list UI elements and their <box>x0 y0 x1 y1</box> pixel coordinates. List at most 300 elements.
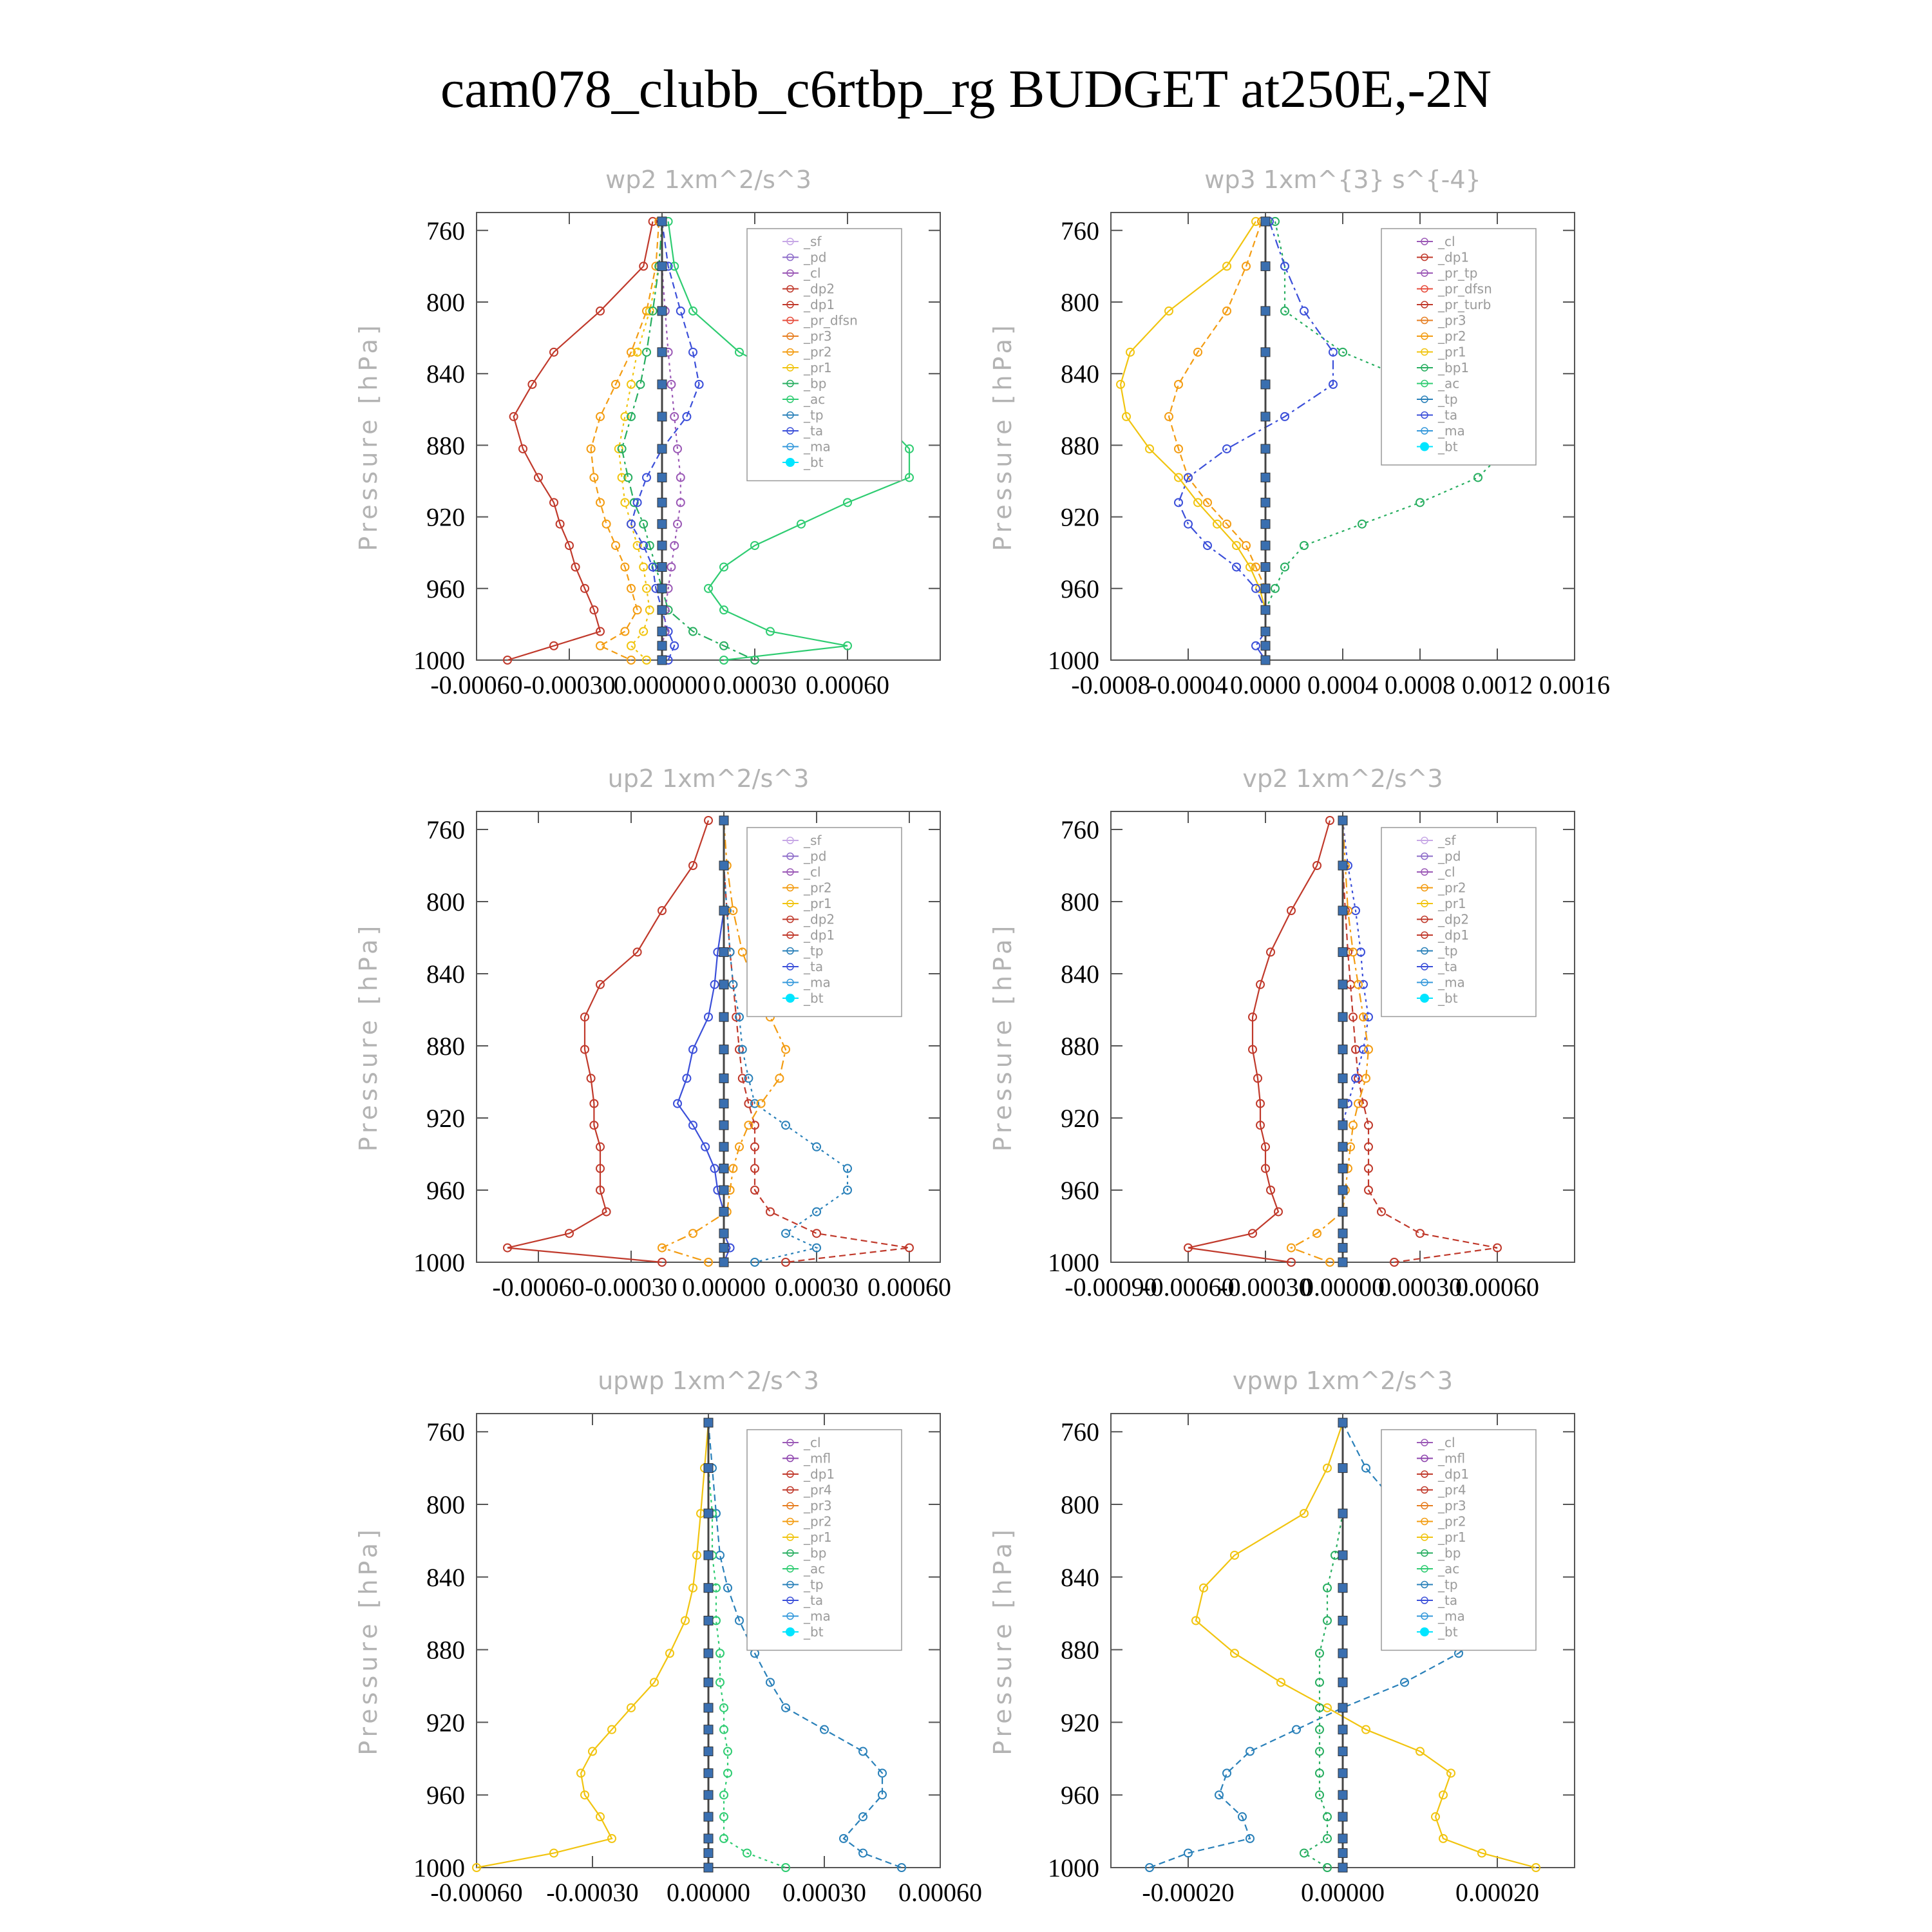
x-tick-label: -0.00030 <box>585 1273 677 1302</box>
y-tick-label: 800 <box>426 288 465 317</box>
y-tick-label: 760 <box>1061 815 1099 844</box>
data-point-bt <box>704 1790 713 1799</box>
data-point-bt <box>1338 1768 1347 1777</box>
legend-label: _dp1 <box>1438 1466 1470 1482</box>
data-point-bt <box>719 1164 728 1173</box>
data-point-bt <box>704 1616 713 1625</box>
legend-label: _dp2 <box>804 911 835 927</box>
y-tick-label: 880 <box>426 431 465 460</box>
legend-label: _bp <box>1438 1545 1461 1561</box>
data-point-bt <box>1261 261 1270 270</box>
data-point-bt <box>1261 520 1270 529</box>
y-tick-label: 840 <box>1061 960 1099 989</box>
legend-label: _pr2 <box>804 1513 832 1530</box>
panel-title: vp2 1xm^2/s^3 <box>1242 764 1443 793</box>
data-point-bt <box>719 816 728 825</box>
y-axis-label: Pressure [hPa] <box>989 922 1017 1152</box>
y-tick-label: 840 <box>1061 359 1099 389</box>
legend-label: _pd <box>804 249 827 265</box>
x-tick-label: 0.00060 <box>898 1878 982 1907</box>
legend-label: _pr_dfsn <box>804 312 858 328</box>
chart-panel-3 <box>354 764 951 1302</box>
data-point-bt <box>658 412 667 421</box>
x-tick-label: -0.00060 <box>430 670 523 699</box>
data-point-bt <box>1261 444 1270 453</box>
legend-label: _dp1 <box>804 927 835 943</box>
data-point-bt <box>1338 1863 1347 1872</box>
data-point-pr2 <box>1175 381 1182 388</box>
data-point-bt <box>658 217 667 226</box>
legend-label: _cl <box>804 265 821 281</box>
data-point-bt <box>719 906 728 915</box>
series-line-pr1 <box>1121 222 1265 660</box>
legend-label: _pr1 <box>804 896 832 911</box>
data-point-bt <box>704 1649 713 1658</box>
data-point-ta <box>1252 642 1260 650</box>
data-point-bt <box>1338 1258 1347 1267</box>
data-point-bt <box>719 1121 728 1130</box>
data-point-pr2 <box>612 542 620 549</box>
chart-panel-2 <box>989 166 1610 699</box>
data-point-bt <box>658 348 667 357</box>
data-point-bt <box>719 1045 728 1054</box>
data-point-bp1 <box>1300 542 1308 549</box>
data-point-tp <box>1223 1769 1231 1777</box>
y-tick-label: 840 <box>426 1562 465 1592</box>
y-tick-label: 880 <box>1061 431 1099 460</box>
legend-label: _bp <box>804 375 827 392</box>
legend-label: _mfl <box>1438 1450 1466 1466</box>
data-point-bt <box>658 541 667 550</box>
y-axis-label: Pressure [hPa] <box>989 1526 1017 1756</box>
y-tick-label: 800 <box>1061 887 1099 916</box>
data-point-bt <box>719 1208 728 1217</box>
legend-label: _tp <box>1438 1577 1458 1593</box>
legend-label: _pr_tp <box>1438 265 1478 281</box>
chart-panel-5 <box>354 1367 982 1907</box>
data-point-dp2 <box>813 1229 820 1237</box>
y-tick-label: 1000 <box>1048 646 1099 675</box>
data-point-ta <box>1175 498 1182 506</box>
data-point-bt <box>719 1142 728 1151</box>
x-tick-label: -0.00060 <box>492 1273 585 1302</box>
data-point-bt <box>1338 1725 1347 1734</box>
data-point-bt <box>1261 307 1270 316</box>
data-point-bt <box>658 307 667 316</box>
data-point-bt <box>1338 906 1347 915</box>
y-tick-label: 920 <box>426 1708 465 1738</box>
x-tick-label: -0.00030 <box>523 670 616 699</box>
legend-label: _bt <box>1438 990 1458 1006</box>
data-point-bt <box>1261 541 1270 550</box>
data-point-bt <box>1338 1509 1347 1518</box>
data-point-tp <box>859 1748 867 1756</box>
y-tick-label: 1000 <box>413 1853 465 1882</box>
y-tick-label: 880 <box>1061 1032 1099 1061</box>
data-point-dp2 <box>766 1208 774 1216</box>
legend-label: _pr2 <box>1438 1513 1466 1530</box>
legend-label: _pd <box>1438 848 1461 864</box>
legend-marker <box>1420 442 1429 451</box>
y-tick-label: 760 <box>426 1417 465 1447</box>
data-point-bt <box>658 627 667 636</box>
x-tick-label: 0.0016 <box>1539 670 1610 699</box>
legend-label: _dp1 <box>804 1466 835 1482</box>
data-point-bt <box>704 1584 713 1593</box>
legend-label: _bt <box>804 455 824 470</box>
legend-label: _bp <box>804 1545 827 1561</box>
data-point-bt <box>719 1074 728 1083</box>
data-point-bt <box>1261 498 1270 507</box>
legend-label: _pd <box>804 848 827 864</box>
x-tick-label: -0.00060 <box>1142 1273 1235 1302</box>
legend-label: _pr1 <box>804 1530 832 1545</box>
y-tick-label: 800 <box>426 887 465 916</box>
legend-label: _dp2 <box>804 281 835 297</box>
y-tick-label: 800 <box>1061 288 1099 317</box>
data-point-bt <box>1338 1142 1347 1151</box>
x-tick-label: 0.00020 <box>1455 1878 1539 1907</box>
y-tick-label: 960 <box>426 1781 465 1810</box>
data-point-bt <box>1338 1208 1347 1217</box>
data-point-tp <box>1293 1726 1300 1734</box>
y-axis-label: Pressure [hPa] <box>354 321 383 551</box>
data-point-tp <box>859 1849 867 1857</box>
y-tick-label: 960 <box>1061 1176 1099 1205</box>
legend-label: _dp2 <box>1438 911 1470 927</box>
data-point-bt <box>704 1418 713 1427</box>
legend-label: _ma <box>804 1608 831 1624</box>
x-tick-label: -0.00030 <box>1219 1273 1312 1302</box>
panel-title: wp2 1xm^2/s^3 <box>605 166 811 194</box>
series-line-dp1 <box>507 222 653 660</box>
x-tick-label: 0.0008 <box>1385 670 1455 699</box>
series-line-dp1 <box>507 820 708 1262</box>
data-point-bt <box>704 1509 713 1518</box>
y-tick-label: 920 <box>1061 1104 1099 1133</box>
series-line-pr2 <box>1291 820 1368 1262</box>
data-point-bt <box>1338 1244 1347 1253</box>
data-point-pr2 <box>603 520 611 528</box>
data-point-bp1 <box>1474 473 1482 481</box>
data-point-bt <box>704 1747 713 1756</box>
data-point-bt <box>704 1848 713 1857</box>
legend-marker <box>1420 994 1429 1003</box>
legend-label: _pr3 <box>1438 1498 1466 1513</box>
series-line-ta <box>631 222 699 660</box>
data-point-bt <box>719 861 728 870</box>
data-point-bt <box>719 1099 728 1108</box>
legend-label: _pr2 <box>804 344 832 360</box>
data-point-bt <box>1261 627 1270 636</box>
data-point-bt <box>658 656 667 665</box>
data-point-bt <box>1261 217 1270 226</box>
legend-label: _pr2 <box>1438 328 1466 344</box>
series-line-ta <box>1179 222 1333 660</box>
legend-label: _tp <box>804 943 824 959</box>
y-tick-label: 1000 <box>1048 1248 1099 1277</box>
data-point-bt <box>704 1703 713 1712</box>
data-point-bt <box>1338 1045 1347 1054</box>
data-point-bt <box>1261 605 1270 614</box>
data-point-bt <box>1338 947 1347 956</box>
data-point-bt <box>1338 816 1347 825</box>
data-point-bt <box>1261 656 1270 665</box>
legend-label: _ac <box>1438 375 1460 392</box>
legend-label: _cl <box>1438 234 1455 249</box>
legend-label: _tp <box>1438 392 1458 407</box>
x-tick-label: 0.00030 <box>713 670 797 699</box>
x-tick-label: 0.00000 <box>682 1273 766 1302</box>
legend-label: _bt <box>804 1624 824 1640</box>
data-point-tp <box>1246 1748 1254 1756</box>
legend-label: _ma <box>1438 1608 1465 1624</box>
legend-label: _ma <box>804 439 831 455</box>
x-tick-label: 0.00000 <box>1301 1273 1385 1302</box>
figure-title: cam078_clubb_c6rtbp_rg BUDGET at250E,-2N <box>440 59 1492 119</box>
legend-label: _pr1 <box>1438 344 1466 360</box>
legend-label: _pr1 <box>804 360 832 375</box>
legend-label: _ta <box>804 959 824 974</box>
x-tick-label: -0.00090 <box>1065 1273 1157 1302</box>
y-tick-label: 1000 <box>413 1248 465 1277</box>
data-point-bt <box>704 1678 713 1687</box>
panel-title: upwp 1xm^2/s^3 <box>598 1367 819 1395</box>
legend-label: _bp1 <box>1438 360 1470 375</box>
data-point-bt <box>1261 348 1270 357</box>
data-point-pr2 <box>689 1229 697 1237</box>
legend-label: _sf <box>804 833 822 848</box>
legend-label: _ma <box>1438 423 1465 439</box>
data-point-bt <box>719 1229 728 1238</box>
legend-label: _sf <box>1438 833 1456 848</box>
legend-label: _ta <box>1438 407 1458 423</box>
data-point-bt <box>1338 1099 1347 1108</box>
panel-title: up2 1xm^2/s^3 <box>607 764 810 793</box>
y-tick-label: 840 <box>426 359 465 389</box>
y-axis-label: Pressure [hPa] <box>989 321 1017 551</box>
x-tick-label: 0.00030 <box>782 1878 866 1907</box>
legend-label: _cl <box>804 864 821 880</box>
data-point-pr2 <box>596 642 604 650</box>
data-point-bt <box>704 1725 713 1734</box>
legend-label: _pr3 <box>804 328 832 344</box>
x-tick-label: 0.0000 <box>1230 670 1301 699</box>
legend-label: _mfl <box>804 1450 831 1466</box>
chart-panel-6 <box>989 1367 1575 1907</box>
data-point-bt <box>658 380 667 389</box>
data-point-pr2 <box>596 413 604 421</box>
data-point-bp1 <box>1271 585 1279 592</box>
data-point-bt <box>1338 1790 1347 1799</box>
legend-label: _pr2 <box>804 880 832 896</box>
legend-label: _ac <box>804 392 826 407</box>
y-tick-label: 1000 <box>1048 1853 1099 1882</box>
data-point-bt <box>1338 1678 1347 1687</box>
y-tick-label: 960 <box>426 574 465 603</box>
legend-label: _pr1 <box>1438 1530 1466 1545</box>
data-point-bt <box>1338 1703 1347 1712</box>
series-line-cl <box>662 222 681 660</box>
legend-label: _ta <box>804 1593 824 1608</box>
x-tick-label: 0.00000 <box>667 1878 750 1907</box>
data-point-bp1 <box>1416 498 1424 506</box>
x-tick-label: 0.00030 <box>1378 1273 1462 1302</box>
data-point-bt <box>1261 412 1270 421</box>
data-point-bt <box>658 562 667 571</box>
data-point-bt <box>719 1258 728 1267</box>
legend-label: _ta <box>804 423 824 439</box>
data-point-bt <box>1338 1584 1347 1593</box>
data-point-bt <box>1338 1229 1347 1238</box>
y-tick-label: 880 <box>1061 1635 1099 1665</box>
x-tick-label: -0.0008 <box>1071 670 1151 699</box>
data-point-bt <box>658 498 667 507</box>
data-point-bt <box>658 444 667 453</box>
legend-marker <box>786 458 795 467</box>
data-point-tp <box>1362 1464 1370 1472</box>
legend-label: _ta <box>1438 959 1458 974</box>
x-tick-label: 0.0012 <box>1462 670 1533 699</box>
y-tick-label: 920 <box>1061 502 1099 532</box>
x-tick-label: 0.00060 <box>867 1273 951 1302</box>
legend-label: _ac <box>804 1561 826 1577</box>
x-tick-label: 0.000000 <box>614 670 710 699</box>
legend-label: _sf <box>804 234 822 249</box>
y-tick-label: 960 <box>1061 574 1099 603</box>
legend-label: _pr1 <box>1438 896 1466 911</box>
data-point-bt <box>1338 1747 1347 1756</box>
y-tick-label: 920 <box>426 1104 465 1133</box>
data-point-bt <box>1338 1074 1347 1083</box>
series-line-pr2 <box>591 222 659 660</box>
data-point-bp <box>1300 1849 1308 1857</box>
y-tick-label: 880 <box>426 1635 465 1665</box>
legend-label: _pr_turb <box>1438 297 1492 312</box>
data-point-bt <box>1261 380 1270 389</box>
y-tick-label: 920 <box>1061 1708 1099 1738</box>
data-point-bt <box>658 641 667 650</box>
legend-label: _dp1 <box>1438 927 1470 943</box>
data-point-bt <box>704 1834 713 1843</box>
legend-label: _cl <box>1438 864 1455 880</box>
panel-title: vpwp 1xm^2/s^3 <box>1232 1367 1454 1395</box>
data-point-bt <box>658 473 667 482</box>
legend-marker <box>1420 1627 1429 1636</box>
data-point-pr2 <box>775 1074 783 1082</box>
x-tick-label: -0.00020 <box>1142 1878 1235 1907</box>
data-point-bt <box>1338 1464 1347 1473</box>
data-point-bt <box>719 1244 728 1253</box>
y-axis-label: Pressure [hPa] <box>354 922 383 1152</box>
series-line-pr2 <box>1169 222 1265 660</box>
legend-label: _dp1 <box>1438 249 1470 265</box>
y-tick-label: 960 <box>426 1176 465 1205</box>
series-line-ta <box>677 820 730 1262</box>
data-point-bt <box>719 1186 728 1195</box>
x-tick-label: 0.0004 <box>1307 670 1378 699</box>
data-point-bt <box>1338 1812 1347 1821</box>
series-line-bp <box>1304 1423 1343 1868</box>
y-tick-label: 760 <box>1061 1417 1099 1447</box>
x-tick-label: 0.00060 <box>806 670 889 699</box>
legend-label: _dp1 <box>804 297 835 312</box>
legend-label: _ta <box>1438 1593 1458 1608</box>
data-point-ta <box>643 473 650 481</box>
data-point-bt <box>1338 861 1347 870</box>
data-point-bt <box>658 261 667 270</box>
data-point-bt <box>704 1551 713 1560</box>
legend-label: _pr3 <box>804 1498 832 1513</box>
legend-label: _pr3 <box>1438 312 1466 328</box>
data-point-bt <box>1261 562 1270 571</box>
y-tick-label: 840 <box>1061 1562 1099 1592</box>
y-tick-label: 760 <box>1061 216 1099 245</box>
legend-label: _pr4 <box>1438 1482 1466 1498</box>
data-point-bt <box>704 1863 713 1872</box>
data-point-bt <box>658 584 667 593</box>
data-point-ta <box>677 307 685 315</box>
data-point-bt <box>1338 1186 1347 1195</box>
data-point-bt <box>1338 1649 1347 1658</box>
y-tick-label: 760 <box>426 815 465 844</box>
data-point-ac <box>720 1835 728 1842</box>
data-point-bt <box>658 605 667 614</box>
data-point-bt <box>658 520 667 529</box>
chart-panel-1 <box>354 166 940 699</box>
data-point-bt <box>1261 641 1270 650</box>
panel-title: wp3 1xm^{3} s^{-4} <box>1204 166 1481 194</box>
legend-label: _pr2 <box>1438 880 1466 896</box>
y-tick-label: 760 <box>426 216 465 245</box>
data-point-bt <box>1261 473 1270 482</box>
data-point-bt <box>1338 1834 1347 1843</box>
data-point-bt <box>719 947 728 956</box>
legend-label: _pr4 <box>804 1482 832 1498</box>
legend-label: _ma <box>1438 974 1465 990</box>
data-point-bt <box>704 1812 713 1821</box>
data-point-bt <box>704 1768 713 1777</box>
y-tick-label: 840 <box>426 960 465 989</box>
x-tick-label: 0.00060 <box>1455 1273 1539 1302</box>
data-point-bt <box>719 980 728 989</box>
data-point-bt <box>1338 1848 1347 1857</box>
data-point-bt <box>719 1012 728 1021</box>
legend-label: _tp <box>1438 943 1458 959</box>
data-point-cl <box>674 445 681 453</box>
y-tick-label: 880 <box>426 1032 465 1061</box>
x-tick-label: 0.00000 <box>1301 1878 1385 1907</box>
y-tick-label: 800 <box>426 1490 465 1519</box>
x-tick-label: -0.0004 <box>1148 670 1228 699</box>
series-line-dp1 <box>1188 820 1330 1262</box>
data-point-bt <box>1338 1121 1347 1130</box>
legend-label: _tp <box>804 1577 824 1593</box>
legend-label: _cl <box>804 1435 821 1450</box>
legend-label: _ac <box>1438 1561 1460 1577</box>
y-axis-label: Pressure [hPa] <box>354 1526 383 1756</box>
legend-label: _ma <box>804 974 831 990</box>
data-point-bt <box>1261 584 1270 593</box>
y-tick-label: 1000 <box>413 646 465 675</box>
legend-marker <box>786 1627 795 1636</box>
series-line-pr1 <box>477 1423 708 1868</box>
data-point-bt <box>1338 980 1347 989</box>
chart-panel-4 <box>989 764 1575 1302</box>
data-point-bt <box>704 1464 713 1473</box>
x-tick-label: 0.00030 <box>775 1273 858 1302</box>
legend-label: _bt <box>1438 439 1458 455</box>
